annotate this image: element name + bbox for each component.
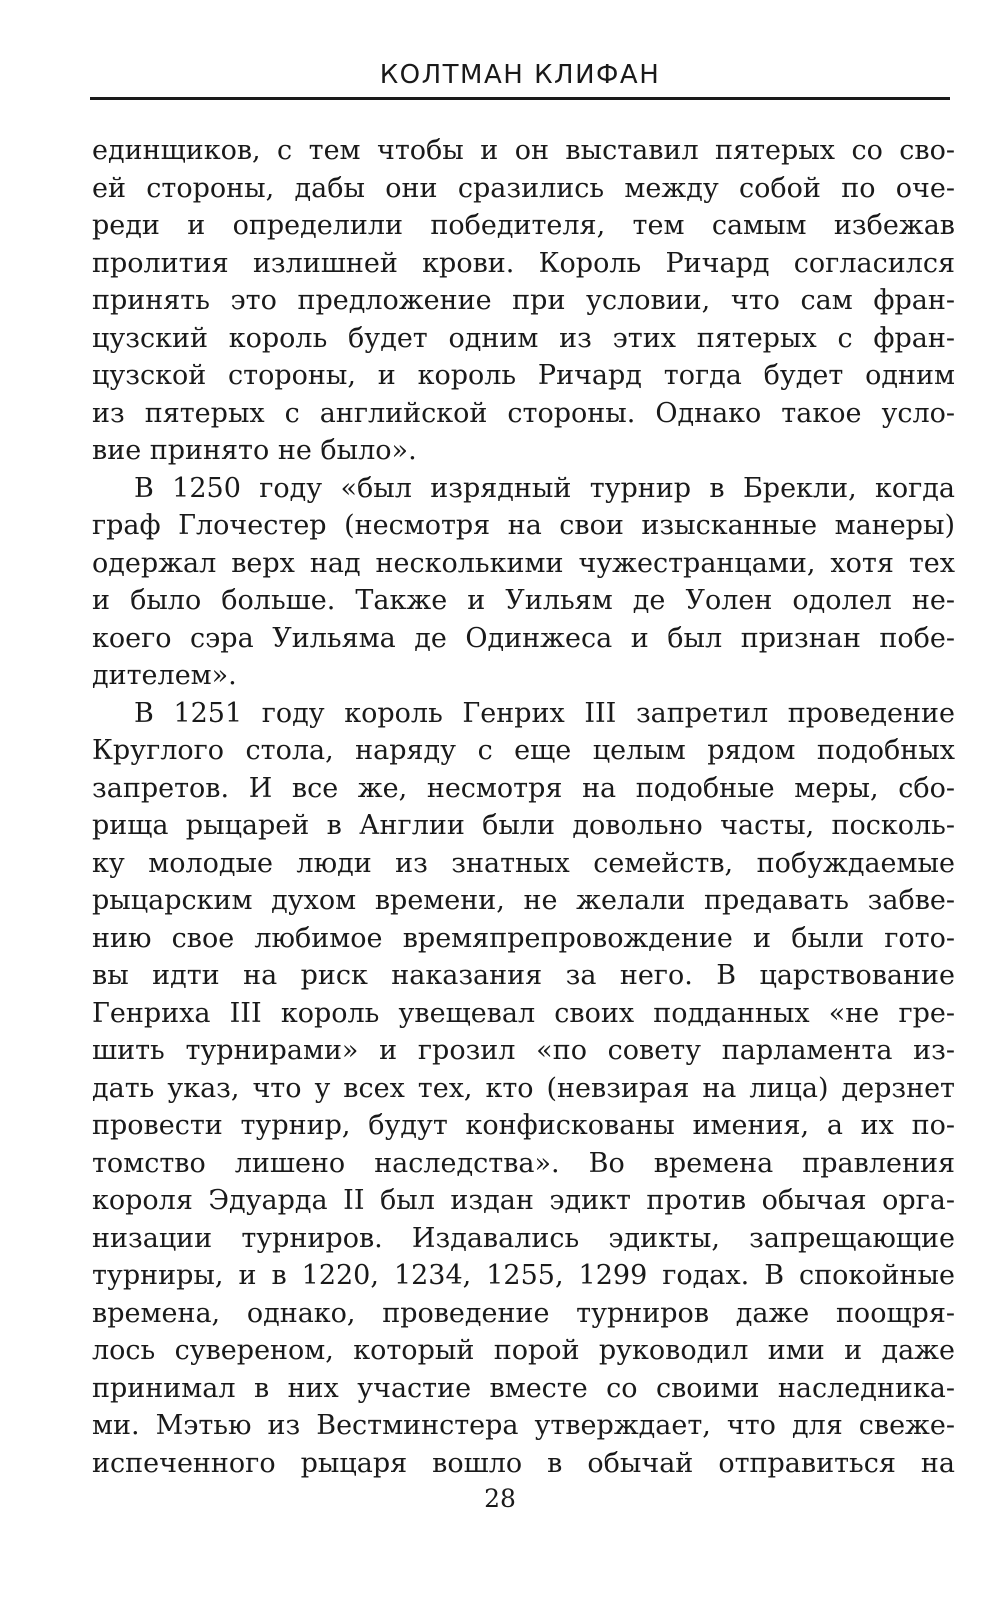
text-line: ку молодые люди из знатных семейств, побуждаемые: [92, 847, 955, 879]
text-line: и было больше. Также и Уильям де Уолен одолел не-: [92, 585, 955, 616]
text-line: провести турнир, будут конфискованы имения, а их по-: [92, 1110, 955, 1141]
header-rule: [90, 97, 950, 100]
text-line: цузский король будет одним из этих пятерых с фран-: [92, 322, 955, 354]
page-number: 28: [484, 1484, 516, 1513]
paragraph-first-line: В 1250 году «был изрядный турнир в Брекли, когда: [134, 472, 955, 504]
text-line: вы идти на риск наказания за него. В царствование: [92, 960, 955, 991]
text-line: одержал верх над несколькими чужестранцами, хотя тех: [92, 547, 955, 579]
text-line: ми. Мэтью из Вестминстера утверждает, что для свеже-: [92, 1410, 955, 1441]
text-line: короля Эдуарда II был издан эдикт против обычая орга-: [92, 1185, 955, 1216]
text-line: нию свое любимое времяпрепровождение и были гото-: [92, 922, 955, 954]
text-line: испеченного рыцаря вошло в обычай отправиться на: [92, 1447, 955, 1479]
text-line: принять это предложение при условии, что сам фран-: [92, 285, 955, 316]
text-line: дителем».: [92, 660, 237, 691]
text-line: граф Глочестер (несмотря на свои изысканные манеры): [92, 510, 955, 541]
text-line: пролития излишней крови. Король Ричард согласился: [92, 247, 955, 279]
running-head-title: КОЛТМАН КЛИФАН: [379, 60, 661, 90]
text-line: ей стороны, дабы они сразились между собой по оче-: [92, 172, 955, 204]
text-line: турниры, и в 1220, 1234, 1255, 1299 годах. В спокойные: [92, 1260, 955, 1291]
text-line: запретов. И все же, несмотря на подобные меры, сбо-: [92, 772, 955, 804]
text-line: томство лишено наследства». Во времена правления: [92, 1147, 955, 1179]
body-text: [92, 132, 955, 1482]
text-line: коего сэра Уильяма де Одинжеса и был признан побе-: [92, 622, 955, 654]
text-line: времена, однако, проведение турниров даже поощря-: [92, 1297, 955, 1329]
paragraph-first-line: В 1251 году король Генрих III запретил проведение: [134, 697, 955, 729]
text-line: шить турнирами» и грозил «по совету парламента из-: [92, 1035, 955, 1066]
text-line: рища рыцарей в Англии были довольно часты, посколь-: [92, 810, 955, 841]
text-line: вие принято не было».: [92, 435, 417, 466]
text-line: Круглого стола, наряду с еще целым рядом подобных: [92, 735, 955, 766]
text-line: лось сувереном, который порой руководил ими и даже: [92, 1335, 955, 1366]
text-line: единщиков, с тем чтобы и он выставил пятерых со сво-: [92, 135, 955, 166]
text-line: низации турниров. Издавались эдикты, запрещающие: [92, 1222, 955, 1254]
text-line: принимал в них участие вместе со своими наследника-: [92, 1372, 955, 1404]
text-line: реди и определили победителя, тем самым избежав: [92, 210, 955, 241]
text-line: из пятерых с английской стороны. Однако такое усло-: [92, 397, 955, 429]
text-line: дать указ, что у всех тех, кто (невзирая на лица) дерзнет: [92, 1072, 955, 1104]
text-line: рыцарским духом времени, не желали предавать забве-: [92, 885, 955, 916]
text-line: цузской стороны, и король Ричард тогда будет одним: [92, 360, 955, 391]
text-line: Генриха III король увещевал своих подданных «не гре-: [92, 997, 955, 1029]
